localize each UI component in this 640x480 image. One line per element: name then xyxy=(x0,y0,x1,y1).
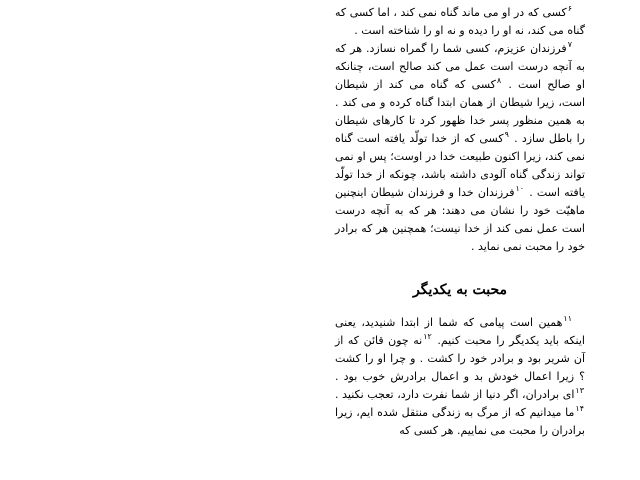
verse-number: ۶ xyxy=(567,4,572,14)
verse-text: کسی که از خدا تولّد یافته است گناه نمی کند، زیرا اکنون طبیعت خدا در اوست؛ پس او نمی تواند زندگی گناه آلودی داشته باشد، چونکه از خدا تولّد یافته است . xyxy=(335,132,586,199)
verse-number: ۱۳ xyxy=(575,386,584,396)
verse-text: نه چون قائن که از آن شریر بود و برادر خود را کشت . و چرا او را کشت ؟ زیرا اعمال خودش بد و اعمال برادرش خوب بود . xyxy=(335,334,585,383)
verse-number: ۸ xyxy=(496,76,502,86)
section-heading: محبت به یکدیگر xyxy=(413,282,507,298)
verse-text: ای برادران، اگر دنیا از شما نفرت دارد، تعجب نکنید . xyxy=(335,388,575,401)
verse-text: همین است پیامی که شما از ابتدا شنیدید، یعنی اینکه باید یکدیگر را محبت کنیم. xyxy=(335,316,585,347)
verse-text: ما میدانیم که از مرگ به زندگی منتقل شده ایم، زیرا برادران را محبت می نماییم. هر کسی که xyxy=(335,406,585,437)
paragraph xyxy=(335,40,585,256)
verse-number: ۱۰ xyxy=(515,184,525,194)
verse-number: ۹ xyxy=(504,130,509,140)
verse-text: فرزندان خدا و فرزندان شیطان اینچنین ماهیّت خود را نشان می دهند: هر که به آنچه درست است عمل نمی کند از خدا نیست؛ همچنین هر که برادر خود را محبت نمی نماید . xyxy=(335,186,585,253)
text-column xyxy=(335,4,585,440)
verse-number: ۷ xyxy=(567,40,572,50)
verse-text: کسی که گناه می کند از شیطان است، زیرا شیطان از همان ابتدا گناه کرده و می کند . به همین منظور پسر خدا ظهور کرد تا کارهای شیطان را باطل سازد . xyxy=(335,78,585,145)
section-sin-and-righteousness xyxy=(335,4,585,256)
verse-text: کسی که در او می ماند گناه نمی کند ، اما کسی که گناه می کند، نه او را دیده و نه او را شناخته است . xyxy=(335,6,585,37)
paragraph xyxy=(335,4,585,40)
section-love-one-another xyxy=(335,314,585,440)
verse-number: ۱۲ xyxy=(423,332,432,342)
verse-text: فرزندان عزیزم، کسی شما را گمراه نسازد. هر که به آنچه درست است عمل می کند صالح است، چنانکه او صالح است . xyxy=(335,42,585,91)
verse-number: ۱۱ xyxy=(563,314,572,324)
paragraph xyxy=(335,314,585,440)
verse-number: ۱۴ xyxy=(575,404,584,414)
